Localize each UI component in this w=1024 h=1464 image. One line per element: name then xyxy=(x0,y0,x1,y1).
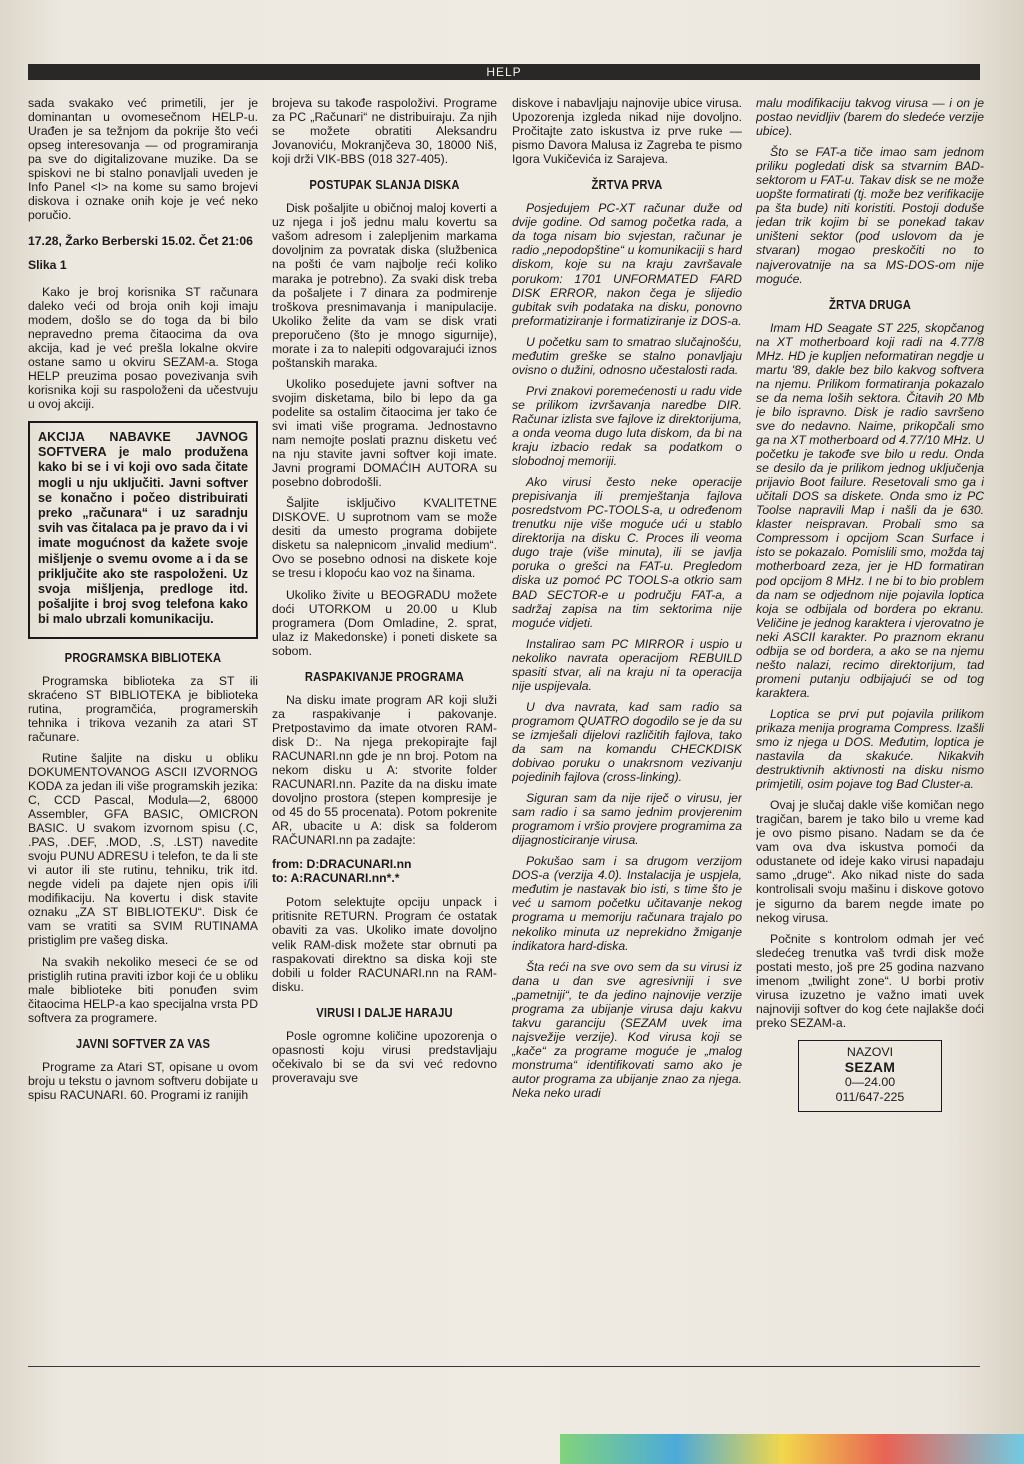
paragraph: diskove i nabavljaju najnovije ubice virusa. Upozorenja izgleda nikad nije dovoljno. Pročitajte zato iskustva iz prve ruke — pismo Davora Malusa iz Zagreba te pismo Igora Vukičevića iz Sarajeva. xyxy=(512,96,742,167)
paragraph: Prvi znakovi poremećenosti u radu vide se prilikom izvršavanja naredbe DIR. Računar izlista sve fajlove iz direktorijuma, a onda veoma dugo luta diskom, da bi na kraju izbacio redak sa podatkom o slobodnoj memoriji. xyxy=(512,383,742,469)
column-1 xyxy=(28,96,258,1358)
section-heading: RASPAKIVANJE PROGRAMA xyxy=(304,668,465,684)
paragraph: Što se FAT-a tiče imao sam jednom priliku pogledati disk sa stvarnim BAD-sektorom u FAT-u. Takav disk se ne može uopšte formatirati (tj. može bez verifikacije pa šta bude) niti koristiti. Postoji doduše jedan trik kojim bi se ponekad takav uništeni sektor (pod uslovom da je stvaran) mogao preskočiti no to najverovatnije na sa MS-DOS-om nije moguće. xyxy=(756,145,984,286)
paragraph: Ukoliko živite u BEOGRADU možete doći UTORKOM u 20.00 u Klub programera (Dom Omladine, 2. sprat, ulaz iz Makedonske) i poneti diskete sa sobom. xyxy=(272,587,497,658)
section-heading: ŽRTVA PRVA xyxy=(591,177,663,193)
paragraph: U dva navrata, kad sam radio sa programom QUATRO dogodilo se je da su se izmješali dijelovi različitih fajlova, tako da sam na komandu CHECKDISK dobivao poruku o unakrsnom vezivanju pojedinih fajlova (cross-linking). xyxy=(512,699,742,785)
paragraph: Siguran sam da nije riječ o virusu, jer sam radio i sa samo jednim provjerenim programom i vršio provjere programima za dijagnosticiranje virusa. xyxy=(512,791,742,848)
paragraph: Na svakih nekoliko meseci će se od pristiglih rutina praviti izbor koji će u obliku male biblioteke biti ponuđen svim čitaocima HELP-a kao specijalna vrsta PD softvera za programere. xyxy=(28,954,258,1025)
section-header: HELP xyxy=(28,64,980,80)
figure-caption: Slika 1 xyxy=(28,258,67,273)
paragraph: Ako virusi često neke operacije prepisivanja ili premještanja fajlova posredstvom PC-TOOLS-a, u određenom trenutku nije više moguće ući u stablo direktorija na disku C. Proces ili veoma dugo traje (više minuta), ili se javlja poruka o grešci na FAT-u. Pregledom diska uz pomoć PC TOOLS-a otkrio sam BAD SECTOR-e u području FAT-a, a sadržaj zapisa na tim sektorima nije moguće vidjeti. xyxy=(512,475,742,630)
paragraph: brojeva su takođe raspoloživi. Programe za PC „Računari“ ne distribuiraju. Za njih se možete obratiti Aleksandru Jovanoviću, Mokranjčeva 30, 18000 Niš, koji drži VIK-BBS (018 327-405). xyxy=(272,96,497,167)
highlight-box: AKCIJA NABAVKE JAVNOG SOFTVERA je malo produžena kako bi se i vi koji ovo sada čitate mogli u nju uključiti. Javni softver se konačno i počeo distribuirati preko „računara“ i uz saradnju svih vas čitalaca pa je pravo da i vi imate mogućnost da kažete svoje mišljenje o svemu ovome a i da se priključite ako ste raspoloženi. Uz svoja mišljenja, predloge itd. pošaljite i broj svog telefona kako bi malo ubrzali komunikaciju. xyxy=(28,421,258,639)
paragraph: Instalirao sam PC MIRROR i uspio u nekoliko navrata operacijom REBUILD spasiti stvar, ali na kraju ni ta operacija nije uspijevala. xyxy=(512,636,742,693)
paragraph: sada svakako već primetili, jer je dominantan u ovomesečnom HELP-u. Urađen je sa težnjom da pokrije što veći opseg interesovanja — od programiranja pa sve do digitalizovane muzike. Da se spiskovi ne bi stalno ponavljali uveden je Info Panel <I> na kome su samo brojevi diskova i oznake onih koje je već neko poručio. xyxy=(28,96,258,223)
column-4 xyxy=(756,96,984,1358)
paragraph: Disk pošaljite u običnoj maloj koverti a uz njega i još jednu malu kovertu sa vašom adresom i zalepljenim markama dovoljnim za povratak diska (službenica na pošti će vam najbolje reći koliko maraka je potrebno). Za svaki disk treba da pošaljete i 7 dinara za podmirenje troškova presnimavanja i manipulacije. Ukoliko želite da vam se disk vrati preporučeno (što je mnogo sigurnije), morate i za to nalepiti odgovarajući iznos poštanskih maraka. xyxy=(272,201,497,370)
command-line: from: D:DRACUNARI.nn xyxy=(272,857,412,872)
paragraph: Posjedujem PC-XT računar duže od dvije godine. Od samog početka rada, a da toga nisam bio svjestan, računar je radio „nepodopštine“ u komunikaciji s hard diskom, koje su na kraju završavale porukom: 1701 UNFORMATED FARD DISK ERROR, nakon čega je slijedio gubitak svih podataka na disku, ponovno preformatiziranje i formatiziranje iz DOS-a. xyxy=(512,201,742,328)
paragraph: Rutine šaljite na disku u obliku DOKUMENTOVANOG ASCII IZVORNOG KODA za jedan ili više programskih jezika: C, CCD Pascal, Modula—2, 68000 Assembler, GFA BASIC, OMICRON BASIC. U svakom izvornom spisu (.C, .PAS, .DEF, .MOD, .S, .LST) navedite svoju PUNU ADRESU i telefon, te da li ste vi autor ili ste rutinu, tehniku, trik itd. negde videli pa dajete njen opis i/ili modifikaciju. Na kovertu i disk stavite oznaku „ZA ST BIBLIOTEKU“. Disk će vam se vratiti sa SVIM RUTINAMA pristiglim pre vašeg diska. xyxy=(28,750,258,948)
paragraph: Loptica se prvi put pojavila prilikom prikaza menija programa Compress. Izašli smo iz njega u DOS. Međutim, loptica je nastavila da skakuće. Nikakvih destruktivnih aktivnosti na disku nismo primjetili, osim pojave tog Bad Cluster-a. xyxy=(756,706,984,792)
paragraph: malu modifikaciju takvog virusa — i on je postao nevidljiv (barem do sledeće verzije ubice). xyxy=(756,96,984,139)
nazovi-phone: 011/647-225 xyxy=(835,1089,905,1104)
paragraph: Na disku imate program AR koji služi za raspakivanje i pakovanje. Pretpostavimo da imate otvoren RAM-disk D:. Na njega prekopirajte fajl RACUNARI.nn gde je nn broj. Potom na nekom disku u A: stvorite folder RACUNARI.nn. Pazite da na disku imate dovoljno prostora (stepen kompresije je od 45 do 55 procenata). Potom pokrenite AR, ubacite u A: disk sa folderom RAČUNARI.nn pa zadajte: xyxy=(272,692,497,848)
section-heading: PROGRAMSKA BIBLIOTEKA xyxy=(64,649,222,665)
paragraph: Potom selektujte opciju unpack i pritisnite RETURN. Program će ostatak obaviti za vas. Ukoliko imate dovoljno velik RAM-disk možete star obrnuti pa raspakovati direktno sa diska koji ste dobili u folder RACUNARI.nn na RAM-disku. xyxy=(272,895,497,994)
paragraph: Imam HD Seagate ST 225, skopčanog na XT motherboard koji radi na 4.77/8 MHz. HD je kupljen neformatiran negdje u martu '89, dakle bez bilo kakvog softvera na njemu. Prilikom formatiranja pokazalo se da nema loših sektora. Čitavih 20 Mb je bilo ispravno. Disk je radio savršeno sve do nedavno. Naime, prikopčali smo ga na XT motherboard od 4.77/10 MHz. U početku je takođe sve bilo u redu. Onda se desilo da je prilikom jednog uključenja prijavio Boot failure. Resetovali smo ga i učitali DOS sa diskete. Onda smo iz PC Toolse napravili Map i našli da je 630. klaster neispravan. Probali smo sa Compressom i opcijom Scan Surface i isto se pokazalo. Pomislili smo, možda taj motherboard zeza, jer je HD formatiran pod opcijom 8 MHz. I ne bi to bio problem da nam se odjednom nije pojavila loptica koja se odbijala od bordera po ekranu. Veličine je jednog karaktera i vjerovatno je neki ASCII karakter. Po praznom ekranu odbija se od bordera, a ako se na njemu nešto nalazi, recimo direktorijum, tad promeni putanju odbijajući se od tog karaktera. xyxy=(756,320,984,700)
paragraph: U početku sam to smatrao slučajnošću, međutim greške se stalno ponavljaju ovisno o dužini, odnosno učestalosti rada. xyxy=(512,334,742,377)
message-signature: 17.28, Žarko Berberski 15.02. Čet 21:06 xyxy=(28,234,253,249)
bottom-rule xyxy=(28,1366,980,1367)
nazovi-label: NAZOVI xyxy=(846,1044,894,1059)
command-line: to: A:RACUNARI.nn*.* xyxy=(272,871,400,886)
paragraph: Posle ogromne količine upozorenja o opasnosti koju virusi predstavljaju očekivalo bi se da svi već redovno proveravaju sve xyxy=(272,1028,497,1085)
nazovi-box xyxy=(798,1040,942,1112)
section-heading: ŽRTVA DRUGA xyxy=(828,296,911,312)
paragraph: Pokušao sam i sa drugom verzijom DOS-a (verzija 4.0). Instalacija je uspjela, međutim je nastavak bio isti, s time što je već u samom početku učitavanje nekog programa u memoriju računara trajalo po nekoliko minuta uz neprekidno žmiganje indikatora hard-diska. xyxy=(512,854,742,953)
column-2 xyxy=(272,96,497,1358)
paragraph: Kako je broj korisnika ST računara daleko veći od broja onih koji imaju modem, došlo se do toga da bi bilo nepravedno prema čitaocima da ova akcija, kad je već prešla lokalne okvire ostane samo u okviru SEZAM-a. Stoga HELP preuzima posao povezivanja svih korisnika koji su raspoloženi da učestvuju u ovoj akciji. xyxy=(28,284,258,411)
paragraph: Programe za Atari ST, opisane u ovom broju u tekstu o javnom softveru dobijate u spisu RACUNARI. 60. Programi iz ranijih xyxy=(28,1059,258,1102)
paragraph: Šaljite isključivo KVALITETNE DISKOVE. U suprotnom vam se može desiti da umesto programa dobijete disketu sa nalepnicom „invalid medium“. Ovo se posebno odnosi na diskete koje se tresu i klopoću kao voz na šinama. xyxy=(272,496,497,581)
paragraph: Ukoliko posedujete javni softver na svojim disketama, bilo bi lepo da ga podelite sa ostalim čitaocima jer tako će svi imati više programa. Jednostavno nam nemojte poslati praznu disketu već na nju stavite javni softver koji imate. Javni programi DOMAĆIH AUTORA su posebno dobrodošli. xyxy=(272,376,497,490)
nazovi-name: SEZAM xyxy=(844,1058,896,1075)
section-heading: JAVNI SOFTVER ZA VAS xyxy=(75,1035,211,1051)
paragraph: Programska biblioteka za ST ili skraćeno ST BIBLIOTEKA je biblioteka rutina, programčića, programerskih tehnika i trikova vezanih za atari ST računare. xyxy=(28,673,258,744)
nazovi-hours: 0—24.00 xyxy=(844,1074,896,1089)
section-heading: VIRUSI I DALJE HARAJU xyxy=(316,1004,453,1020)
next-page-edge xyxy=(560,1434,1024,1464)
paragraph: Šta reći na sve ovo sem da su virusi iz dana u dan sve agresivniji i sve „pametniji“, te da jedino najnovije verzije programa za ubijanje virusa daju kakvu takvu garanciju (SEZAM uvek ima najsvežije verzije). Kod virusa koji se „kače“ za programe moguće je „malog monstruma“ identifikovati samo ako je autor programa za ubijanje znao za njega. Neka neko uradi xyxy=(512,959,742,1101)
paragraph: Ovaj je slučaj dakle više komičan nego tragičan, barem je tako bilo u vreme kad je ovo pismo pisano. Nadam se da će vam ova dva iskustva pomoći da odustanete od ideje kako virusi napadaju samo „druge“. Ako nikad niste do sada kontrolisali svoju mašinu i diskove gotovo je sigurno da barem negde imate po nekog virusa. xyxy=(756,798,984,925)
section-heading: POSTUPAK SLANJA DISKA xyxy=(309,177,460,193)
column-3 xyxy=(512,96,742,1358)
paragraph: Počnite s kontrolom odmah jer već sledećeg trenutka vaš tvrdi disk može postati mesto, još pre 25 godina nazvano imenom „twilight zone“. U borbi protiv virusa izuzetno je važno imati uvek najnoviji softver do kog ćete najlakše doći preko SEZAM-a. xyxy=(756,931,984,1030)
